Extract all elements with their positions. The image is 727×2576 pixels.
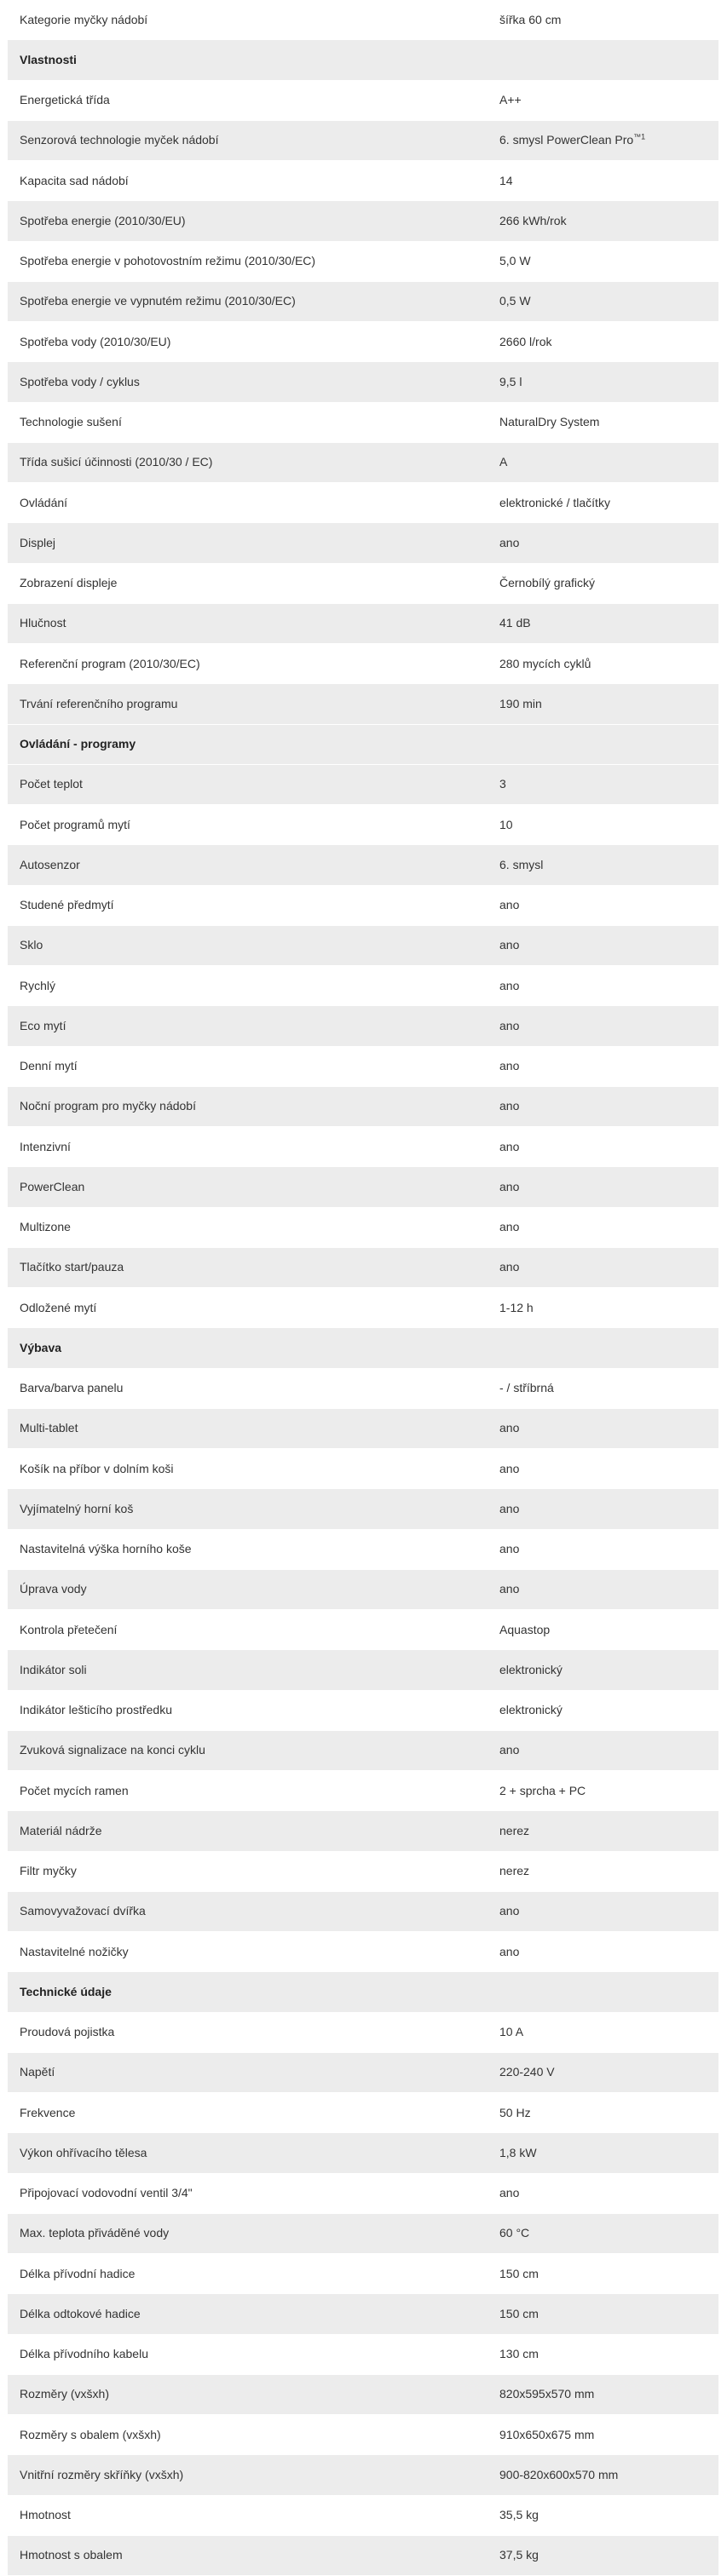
spec-value bbox=[499, 1019, 718, 1033]
spec-value bbox=[499, 2226, 718, 2240]
spec-value-text: ano bbox=[499, 1059, 520, 1073]
spec-label: Délka přívodní hadice bbox=[20, 2266, 136, 2280]
spec-row bbox=[8, 1449, 718, 1489]
spec-value-text: nerez bbox=[499, 1864, 530, 1878]
spec-row bbox=[8, 2375, 718, 2415]
spec-row bbox=[8, 242, 718, 282]
spec-value bbox=[499, 1623, 718, 1637]
spec-label: Počet teplot bbox=[20, 777, 83, 791]
spec-row bbox=[8, 2415, 718, 2455]
spec-value-text: Aquastop bbox=[499, 1622, 551, 1636]
spec-row bbox=[8, 604, 718, 644]
spec-value bbox=[499, 1421, 718, 1435]
spec-value bbox=[499, 1180, 718, 1194]
spec-value-text: A++ bbox=[499, 93, 522, 107]
spec-value bbox=[499, 2065, 718, 2079]
spec-value-text: 0,5 W bbox=[499, 294, 531, 308]
spec-value-text: 900-820x600x570 mm bbox=[499, 2467, 619, 2481]
spec-label: Indikátor lešticího prostředku bbox=[20, 1703, 172, 1717]
spec-value bbox=[499, 1099, 718, 1113]
spec-value bbox=[499, 818, 718, 832]
spec-value-text: šířka 60 cm bbox=[499, 12, 562, 26]
spec-value bbox=[499, 777, 718, 791]
spec-row bbox=[8, 201, 718, 241]
spec-value-text: Černobílý grafický bbox=[499, 576, 596, 590]
spec-label: Intenzivní bbox=[20, 1139, 71, 1153]
spec-row bbox=[8, 1489, 718, 1529]
spec-value-text: - / stříbrná bbox=[499, 1381, 554, 1395]
spec-label: Senzorová technologie myček nádobí bbox=[20, 133, 219, 147]
spec-row bbox=[8, 322, 718, 362]
spec-value bbox=[499, 375, 718, 389]
spec-row bbox=[8, 1087, 718, 1127]
spec-row bbox=[8, 282, 718, 322]
spec-value-text: ano bbox=[499, 1220, 520, 1234]
spec-row bbox=[8, 765, 718, 805]
spec-label: Nastavitelné nožičky bbox=[20, 1944, 129, 1958]
spec-value bbox=[499, 858, 718, 872]
spec-value-text: 14 bbox=[499, 173, 513, 187]
section-title: Technické údaje bbox=[20, 1984, 112, 1998]
spec-label: Počet programů mytí bbox=[20, 817, 130, 831]
spec-value-text: ano bbox=[499, 1904, 520, 1918]
spec-value-text: ano bbox=[499, 1018, 520, 1032]
spec-label: Max. teplota přiváděné vody bbox=[20, 2226, 170, 2240]
spec-label: Spotřeba energie (2010/30/EU) bbox=[20, 213, 186, 227]
spec-label: Eco mytí bbox=[20, 1018, 66, 1032]
spec-value-text: ano bbox=[499, 2186, 520, 2200]
spec-row bbox=[8, 1811, 718, 1851]
spec-value bbox=[499, 1945, 718, 1959]
spec-value-text: 6. smysl PowerClean Pro bbox=[499, 133, 634, 147]
spec-label: Energetická třída bbox=[20, 93, 110, 107]
section-title: Vlastnosti bbox=[20, 52, 77, 66]
spec-row bbox=[8, 1248, 718, 1288]
spec-label: Délka přívodního kabelu bbox=[20, 2347, 148, 2361]
spec-label: Rozměry (vxšxh) bbox=[20, 2387, 110, 2401]
spec-label: Spotřeba energie ve vypnutém režimu (2010/30/EC) bbox=[20, 294, 296, 308]
spec-row bbox=[8, 2214, 718, 2254]
spec-value bbox=[499, 294, 718, 308]
spec-row bbox=[8, 1208, 718, 1248]
spec-label: Nastavitelná výška horního koše bbox=[20, 1542, 192, 1556]
spec-label: Hmotnost s obalem bbox=[20, 2548, 123, 2562]
spec-value-text: 60 °C bbox=[499, 2226, 530, 2240]
spec-value-text: 1,8 kW bbox=[499, 2145, 537, 2159]
spec-value bbox=[499, 1220, 718, 1234]
spec-value-text: ano bbox=[499, 1501, 520, 1515]
spec-row bbox=[8, 564, 718, 604]
spec-row bbox=[8, 1288, 718, 1328]
spec-value-text: 5,0 W bbox=[499, 254, 531, 268]
spec-row bbox=[8, 845, 718, 885]
spec-row bbox=[8, 1892, 718, 1932]
spec-value bbox=[499, 1904, 718, 1918]
spec-value bbox=[499, 133, 718, 147]
spec-label: Spotřeba vody / cyklus bbox=[20, 374, 140, 388]
spec-row bbox=[8, 1932, 718, 1972]
section-header bbox=[8, 40, 718, 80]
spec-value-text: ano bbox=[499, 535, 520, 549]
spec-value-text: ano bbox=[499, 1179, 520, 1193]
spec-label: Odložené mytí bbox=[20, 1300, 97, 1314]
spec-value bbox=[499, 1381, 718, 1395]
spec-row bbox=[8, 2496, 718, 2536]
spec-label: Tlačítko start/pauza bbox=[20, 1260, 124, 1274]
spec-label: Frekvence bbox=[20, 2105, 76, 2119]
spec-row bbox=[8, 644, 718, 684]
spec-label: Hlučnost bbox=[20, 616, 66, 630]
spec-row bbox=[8, 2013, 718, 2053]
trademark-superscript: ™1 bbox=[633, 133, 646, 141]
section-header bbox=[8, 725, 718, 765]
spec-row bbox=[8, 886, 718, 926]
spec-label: Displej bbox=[20, 535, 56, 549]
spec-value-text: elektronické / tlačítky bbox=[499, 495, 610, 509]
spec-value bbox=[499, 2267, 718, 2281]
spec-value bbox=[499, 616, 718, 630]
spec-label: Úprava vody bbox=[20, 1582, 87, 1596]
spec-value bbox=[499, 415, 718, 429]
spec-label: Filtr myčky bbox=[20, 1864, 77, 1878]
spec-value bbox=[499, 13, 718, 27]
spec-row bbox=[8, 926, 718, 966]
spec-value-text: 130 cm bbox=[499, 2347, 539, 2361]
spec-row bbox=[8, 1006, 718, 1046]
spec-row bbox=[8, 2335, 718, 2375]
spec-value-text: A bbox=[499, 455, 508, 469]
section-title: Ovládání - programy bbox=[20, 737, 136, 751]
spec-value-text: 35,5 kg bbox=[499, 2508, 539, 2522]
spec-value bbox=[499, 697, 718, 711]
spec-value-text: nerez bbox=[499, 1823, 530, 1837]
spec-value-text: ano bbox=[499, 1461, 520, 1475]
spec-value-text: elektronický bbox=[499, 1703, 563, 1717]
spec-value bbox=[499, 1743, 718, 1757]
spec-label: Připojovací vodovodní ventil 3/4" bbox=[20, 2186, 193, 2200]
spec-value-text: 820x595x570 mm bbox=[499, 2387, 595, 2401]
spec-value bbox=[499, 1582, 718, 1596]
spec-value-text: 10 bbox=[499, 817, 513, 831]
spec-label: Zvuková signalizace na konci cyklu bbox=[20, 1743, 205, 1757]
spec-label: Barva/barva panelu bbox=[20, 1381, 124, 1395]
spec-value-text: 50 Hz bbox=[499, 2105, 531, 2119]
spec-value bbox=[499, 2428, 718, 2442]
spec-value bbox=[499, 174, 718, 188]
spec-label: Kapacita sad nádobí bbox=[20, 173, 129, 187]
spec-label: Ovládání bbox=[20, 495, 68, 509]
spec-label: Kategorie myčky nádobí bbox=[20, 12, 148, 26]
spec-value-text: NaturalDry System bbox=[499, 415, 600, 429]
spec-label: Košík na příbor v dolním koši bbox=[20, 1461, 174, 1475]
spec-value bbox=[499, 2347, 718, 2361]
spec-value-text: ano bbox=[499, 1099, 520, 1113]
spec-row bbox=[8, 121, 718, 161]
spec-value bbox=[499, 1864, 718, 1878]
spec-value-text: ano bbox=[499, 1582, 520, 1596]
spec-label: Výkon ohřívacího tělesa bbox=[20, 2145, 147, 2159]
spec-value bbox=[499, 2106, 718, 2120]
spec-label: Denní mytí bbox=[20, 1059, 78, 1073]
spec-label: Trvání referenčního programu bbox=[20, 696, 178, 710]
spec-value-text: 266 kWh/rok bbox=[499, 213, 567, 227]
spec-value-text: ano bbox=[499, 938, 520, 952]
spec-row bbox=[8, 161, 718, 201]
spec-row bbox=[8, 2093, 718, 2133]
spec-row bbox=[8, 684, 718, 724]
spec-value-text: 41 dB bbox=[499, 616, 531, 630]
spec-value bbox=[499, 2307, 718, 2321]
spec-value-text: ano bbox=[499, 1260, 520, 1274]
spec-label: Délka odtokové hadice bbox=[20, 2306, 141, 2320]
spec-row bbox=[8, 2455, 718, 2495]
spec-value bbox=[499, 1260, 718, 1274]
spec-row bbox=[8, 443, 718, 483]
spec-row bbox=[8, 523, 718, 563]
spec-value-text: 37,5 kg bbox=[499, 2548, 539, 2562]
spec-row bbox=[8, 1409, 718, 1449]
spec-row bbox=[8, 403, 718, 443]
spec-value-text: ano bbox=[499, 1944, 520, 1958]
spec-value-text: 150 cm bbox=[499, 2266, 539, 2280]
spec-row bbox=[8, 1650, 718, 1690]
spec-value bbox=[499, 2186, 718, 2200]
spec-value-text: ano bbox=[499, 898, 520, 912]
spec-label: Počet mycích ramen bbox=[20, 1783, 129, 1797]
spec-value bbox=[499, 898, 718, 912]
spec-value bbox=[499, 2548, 718, 2562]
spec-value-text: 2 + sprcha + PC bbox=[499, 1783, 586, 1797]
spec-label: Vyjímatelný horní koš bbox=[20, 1501, 134, 1515]
spec-label: Hmotnost bbox=[20, 2508, 71, 2522]
spec-row bbox=[8, 966, 718, 1006]
spec-value-text: elektronický bbox=[499, 1662, 563, 1676]
spec-label: Autosenzor bbox=[20, 857, 80, 871]
spec-label: Rozměry s obalem (vxšxh) bbox=[20, 2427, 161, 2441]
spec-label: Multi-tablet bbox=[20, 1421, 78, 1435]
spec-value bbox=[499, 1703, 718, 1717]
spec-label: Rychlý bbox=[20, 978, 56, 992]
spec-value-text: 1-12 h bbox=[499, 1300, 534, 1314]
spec-value bbox=[499, 335, 718, 349]
spec-value-text: ano bbox=[499, 1542, 520, 1556]
spec-row bbox=[8, 1369, 718, 1409]
spec-value-text: 150 cm bbox=[499, 2306, 539, 2320]
spec-row bbox=[8, 2294, 718, 2334]
spec-value bbox=[499, 455, 718, 469]
spec-row bbox=[8, 1127, 718, 1167]
spec-value-text: 2660 l/rok bbox=[499, 334, 552, 348]
spec-row bbox=[8, 1852, 718, 1892]
spec-row bbox=[8, 0, 718, 40]
spec-row bbox=[8, 1530, 718, 1570]
spec-value bbox=[499, 2025, 718, 2039]
spec-value-text: 10 A bbox=[499, 2025, 524, 2039]
spec-value bbox=[499, 1824, 718, 1838]
spec-label: Multizone bbox=[20, 1220, 71, 1234]
spec-value bbox=[499, 1059, 718, 1073]
spec-value bbox=[499, 536, 718, 550]
spec-row bbox=[8, 2174, 718, 2214]
spec-row bbox=[8, 2133, 718, 2173]
spec-value-text: ano bbox=[499, 1421, 520, 1435]
spec-value-text: ano bbox=[499, 1139, 520, 1153]
spec-value bbox=[499, 979, 718, 993]
spec-value bbox=[499, 93, 718, 107]
spec-row bbox=[8, 1691, 718, 1731]
spec-label: Sklo bbox=[20, 938, 43, 952]
spec-label: Materiál nádrže bbox=[20, 1823, 102, 1837]
spec-label: Proudová pojistka bbox=[20, 2025, 115, 2039]
spec-value-text: 3 bbox=[499, 777, 506, 791]
spec-row bbox=[8, 362, 718, 402]
spec-value-text: ano bbox=[499, 1743, 520, 1757]
spec-row bbox=[8, 1047, 718, 1087]
spec-label: Spotřeba vody (2010/30/EU) bbox=[20, 334, 171, 348]
spec-value-text: 280 mycích cyklů bbox=[499, 656, 591, 670]
spec-label: Noční program pro myčky nádobí bbox=[20, 1099, 196, 1113]
spec-row bbox=[8, 805, 718, 845]
spec-label: Technologie sušení bbox=[20, 415, 122, 429]
spec-row bbox=[8, 2053, 718, 2093]
spec-value bbox=[499, 1301, 718, 1315]
spec-row bbox=[8, 1167, 718, 1207]
spec-value bbox=[499, 2508, 718, 2522]
spec-value-text: 190 min bbox=[499, 696, 542, 710]
spec-table bbox=[8, 0, 718, 2576]
spec-row bbox=[8, 1570, 718, 1610]
spec-value-text: 9,5 l bbox=[499, 374, 522, 388]
spec-value-text: 910x650x675 mm bbox=[499, 2427, 595, 2441]
spec-value bbox=[499, 1663, 718, 1677]
spec-row bbox=[8, 81, 718, 121]
spec-value bbox=[499, 1784, 718, 1798]
spec-value-text: ano bbox=[499, 978, 520, 992]
spec-row bbox=[8, 1771, 718, 1811]
spec-value bbox=[499, 576, 718, 590]
spec-label: Vnitřní rozměry skříňky (vxšxh) bbox=[20, 2467, 184, 2481]
spec-value-text: 6. smysl bbox=[499, 857, 544, 871]
spec-row bbox=[8, 1610, 718, 1650]
spec-label: Studené předmytí bbox=[20, 898, 114, 912]
spec-value bbox=[499, 496, 718, 510]
spec-value bbox=[499, 938, 718, 952]
spec-label: Referenční program (2010/30/EC) bbox=[20, 656, 200, 670]
section-header bbox=[8, 1972, 718, 2012]
spec-label: Kontrola přetečení bbox=[20, 1622, 118, 1636]
spec-value bbox=[499, 254, 718, 268]
spec-label: Napětí bbox=[20, 2065, 55, 2079]
spec-value bbox=[499, 1140, 718, 1154]
spec-value bbox=[499, 2387, 718, 2401]
spec-row bbox=[8, 2536, 718, 2576]
spec-label: Zobrazení displeje bbox=[20, 576, 118, 590]
spec-label: PowerClean bbox=[20, 1179, 85, 1193]
spec-value-text: 220-240 V bbox=[499, 2065, 555, 2079]
spec-value bbox=[499, 1462, 718, 1476]
spec-label: Samovyvažovací dvířka bbox=[20, 1904, 146, 1918]
section-header bbox=[8, 1328, 718, 1368]
spec-row bbox=[8, 2254, 718, 2294]
spec-value bbox=[499, 214, 718, 228]
spec-row bbox=[8, 483, 718, 523]
spec-value bbox=[499, 657, 718, 671]
section-title: Výbava bbox=[20, 1340, 62, 1354]
spec-value bbox=[499, 1542, 718, 1556]
spec-row bbox=[8, 1731, 718, 1771]
spec-value bbox=[499, 1502, 718, 1516]
spec-value bbox=[499, 2146, 718, 2160]
spec-label: Indikátor soli bbox=[20, 1662, 87, 1676]
spec-label: Spotřeba energie v pohotovostním režimu (2010/30/EC) bbox=[20, 254, 316, 268]
spec-label: Třída sušicí účinnosti (2010/30 / EC) bbox=[20, 455, 213, 469]
spec-value bbox=[499, 2468, 718, 2482]
